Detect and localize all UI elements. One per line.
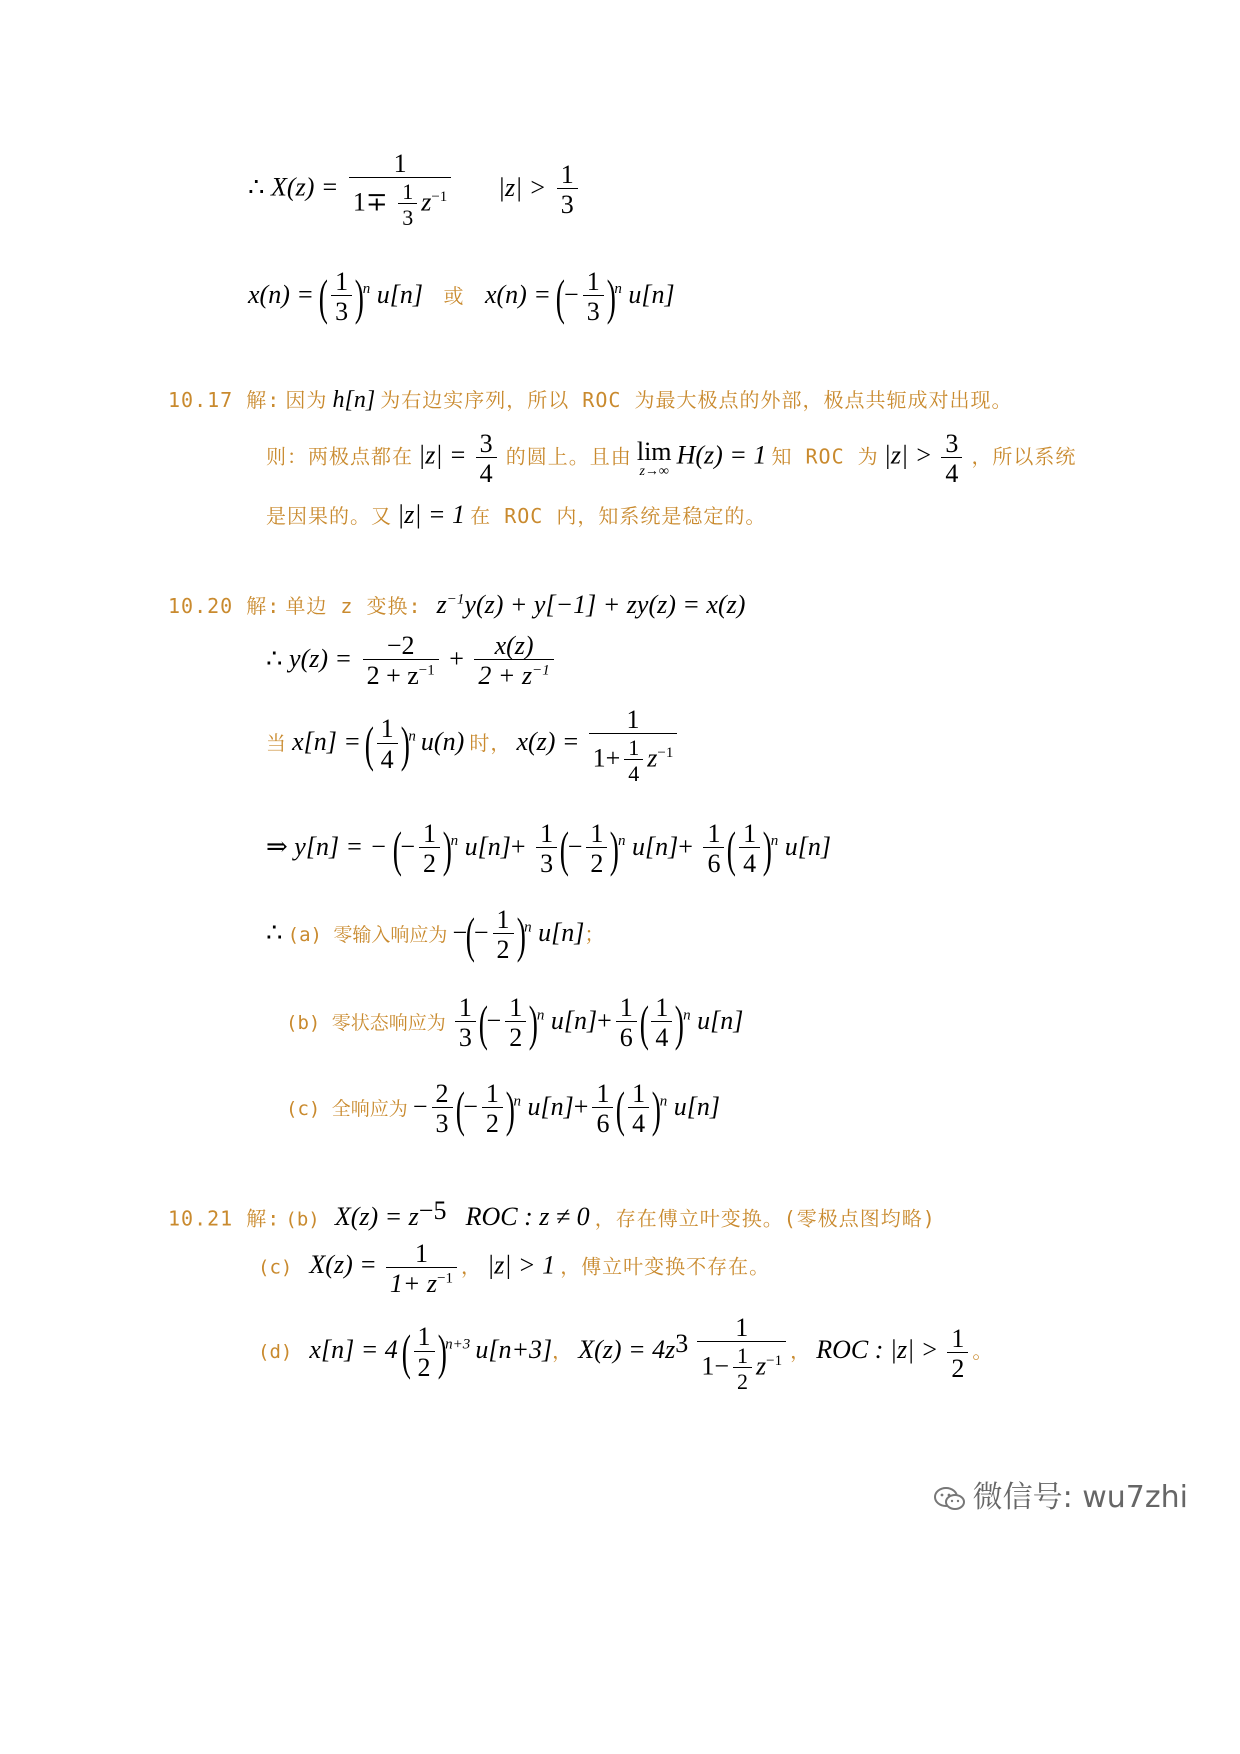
eq-yz: ∴ y(z) = $\frac{-2}{2 + z^{-1}}$ + $\frac{x(z)}{2 + z^{-1}}$ [266,632,558,690]
eq-xn-alternatives: x(n) = ( $\frac{1}{3}$ )$^n$ u[n] 或 x(n) = (− $\frac{1}{3}$ )$^n$ u[n] [248,267,675,327]
fraction: 1 1∓ $\frac{1}{3}$ $z^{-1}$ [349,150,451,229]
wechat-watermark [933,1472,1188,1516]
wechat-icon [933,1486,967,1512]
problem-label: 10.21 解: [168,1206,281,1231]
problem-label: 10.17 解: [168,388,281,412]
eq-zero-input: ∴ (a) 零输入响应为 −(− $\frac{1}{2}$ )$^n$ u[n]； [266,905,606,965]
problem-10-17-line1: 10.17 解: 因为 h[n] 为右边实序列，所以 ROC 为最大极点的外部，极点共轭成对出现。 [168,387,1013,413]
eq-xz-top: ∴ X(z) = 1 1∓ $\frac{1}{3}$ $z^{-1}$ |z| > $\frac{1}{3}$ [248,150,582,229]
watermark-text: 微信号: wu7zhi [972,1480,1188,1515]
problem-label: 10.20 解: [168,594,281,618]
problem-10-20-line1: 10.20 解: 单边 z 变换: $z^{-1}y(z) + y[-1] + zy(z) = x(z)$ [168,590,746,619]
problem-10-17-line3: 是因果的。又 |z| = 1 在 ROC 内，知系统是稳定的。 [266,500,767,529]
problem-10-21-d: (d) x[n] = 4 ( $\frac{1}{2}$ )$^{n+3}$ u[n+3]， $X(z) = 4z^3$ 1 1− $\frac{1}{2}$ $z^{-1}$ ， ROC : |z| > $\frac{1}{2}$ 。 [258,1313,994,1395]
problem-10-17-line2: 则：两极点都在 |z| = $\frac{3}{4}$ 的圆上。且由 lim z→∞ H(z) = 1 知 ROC 为 |z| > $\frac{3}{4}$ ，所以系统 [266,429,1077,489]
eq-yn: ⇒ y[n] = − (− $\frac{1}{2}$ )$^n$ u[n]+ $\frac{1}{3}$ (− $\frac{1}{2}$ )$^n$ u[n]+ $\frac{1}{6}$ ( $\frac{1}{4}$ )$^n$ u[n] [266,819,832,879]
problem-10-21-c: (c) X(z) = $\frac{1}{1+ z^{-1}}$ ， |z| > 1 ，傅立叶变换不存在。 [258,1239,771,1299]
eq-when-xn: 当 x[n] = ( $\frac{1}{4}$ )$^n$ u(n) 时， x(z) = 1 1+ $\frac{1}{4}$ $z^{-1}$ [266,706,681,785]
eq-full-response: (c) 全响应为 − $\frac{2}{3}$ (− $\frac{1}{2}$ )$^n$ u[n]+ $\frac{1}{6}$ ( $\frac{1}{4}$ )$^n$ u[n] [286,1079,720,1139]
eq-zero-state: (b) 零状态响应为 $\frac{1}{3}$ (− $\frac{1}{2}$ )$^n$ u[n]+ $\frac{1}{6}$ ( $\frac{1}{4}$ )$^n$ u[n] [286,993,744,1053]
problem-10-21-b: 10.21 解: (b) $X(z) = z^{-5}$ ROC : z ≠ 0 ，存在傅立叶变换。(零极点图均略) [168,1196,936,1232]
